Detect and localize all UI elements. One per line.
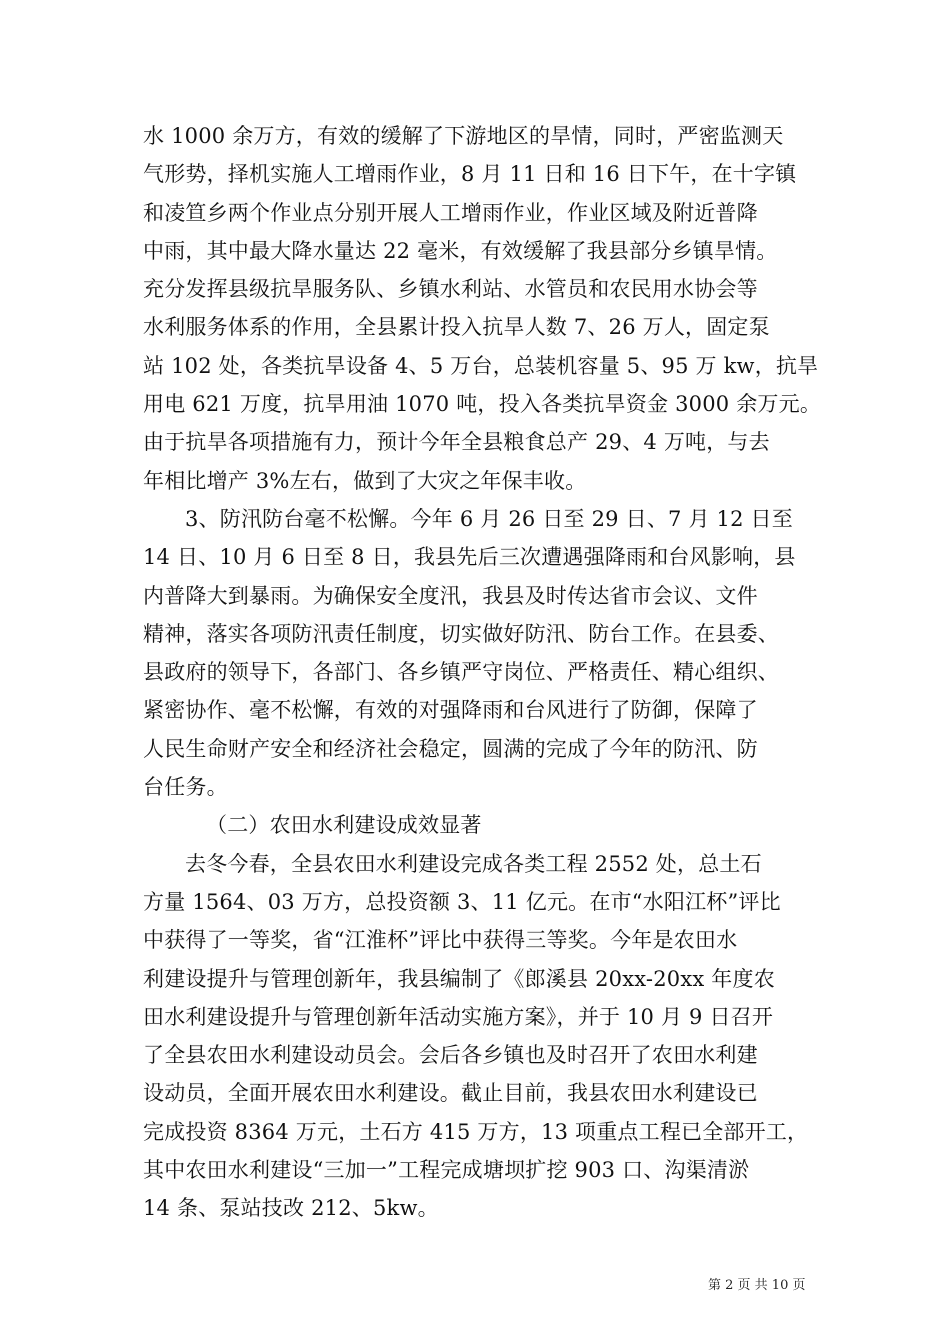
text-line: 人民生命财产安全和经济社会稳定，圆满的完成了今年的防汛、防 [143,736,758,761]
text-line: 县政府的领导下，各部门、各乡镇严守岗位、严格责任、精心组织、 [143,660,779,685]
text-line: 中获得了一等奖，省“江淮杯”评比中获得三等奖。今年是农田水 [143,928,738,953]
paragraph-start-line: 3、防汛防台毫不松懈。今年 6 月 26 日至 29 日、7 月 12 日至 [185,506,793,531]
text-line: 方量 1564、03 万方，总投资额 3、11 亿元。在市“水阳江杯”评比 [143,889,781,914]
page-indicator: 第 2 页 共 10 页 [708,1278,806,1293]
text-line: 完成投资 8364 万元，土石方 415 万方，13 项重点工程已全部开工， [143,1119,809,1144]
text-line: 紧密协作、毫不松懈，有效的对强降雨和台风进行了防御，保障了 [143,698,758,723]
text-line: 内普降大到暴雨。为确保安全度汛，我县及时传达省市会议、文件 [143,583,758,608]
text-line: 14 条、泵站技改 212、5kw。 [143,1196,439,1221]
text-line: 水 1000 余万方，有效的缓解了下游地区的旱情，同时，严密监测天 [143,124,784,148]
section-heading: （二）农田水利建设成效显著 [206,813,482,838]
text-line: 用电 621 万度，抗旱用油 1070 吨，投入各类抗旱资金 3000 余万元。 [143,392,822,417]
text-line: 了全县农田水利建设动员会。会后各乡镇也及时召开了农田水利建 [143,1043,758,1068]
text-line: 精神，落实各项防汛责任制度，切实做好防汛、防台工作。在县委、 [143,621,779,646]
text-line: 中雨，其中最大降水量达 22 毫米，有效缓解了我县部分乡镇旱情。 [143,238,778,263]
body-text [143,117,823,1228]
text-line: 由于抗旱各项措施有力，预计今年全县粮食总产 29、4 万吨，与去 [143,430,770,455]
text-line: 设动员，全面开展农田水利建设。截止目前，我县农田水利建设已 [143,1081,758,1106]
text-line: 利建设提升与管理创新年，我县编制了《郎溪县 20xx-20xx 年度农 [143,966,775,991]
text-line: 14 日、10 月 6 日至 8 日，我县先后三次遭遇强降雨和台风影响，县 [143,545,796,570]
text-line: 站 102 处，各类抗旱设备 4、5 万台，总装机容量 5、95 万 kw，抗旱 [143,353,819,378]
paragraph-start-line: 去冬今春，全县农田水利建设完成各类工程 2552 处，总土石 [185,851,762,876]
text-line: 和凌笪乡两个作业点分别开展人工增雨作业，作业区域及附近普降 [143,200,758,225]
text-line: 充分发挥县级抗旱服务队、乡镇水利站、水管员和农民用水协会等 [143,277,758,302]
text-line: 台任务。 [143,775,228,800]
text-line: 水利服务体系的作用，全县累计投入抗旱人数 7、26 万人，固定泵 [143,315,770,340]
text-line: 年相比增产 3%左右，做到了大灾之年保丰收。 [143,468,587,493]
text-line: 气形势，择机实施人工增雨作业，8 月 11 日和 16 日下午，在十字镇 [143,162,797,187]
text-line: 田水利建设提升与管理创新年活动实施方案》，并于 10 月 9 日召开 [143,1004,774,1029]
text-line: 其中农田水利建设“三加一”工程完成塘坝扩挖 903 口、沟渠清淤 [143,1158,750,1183]
